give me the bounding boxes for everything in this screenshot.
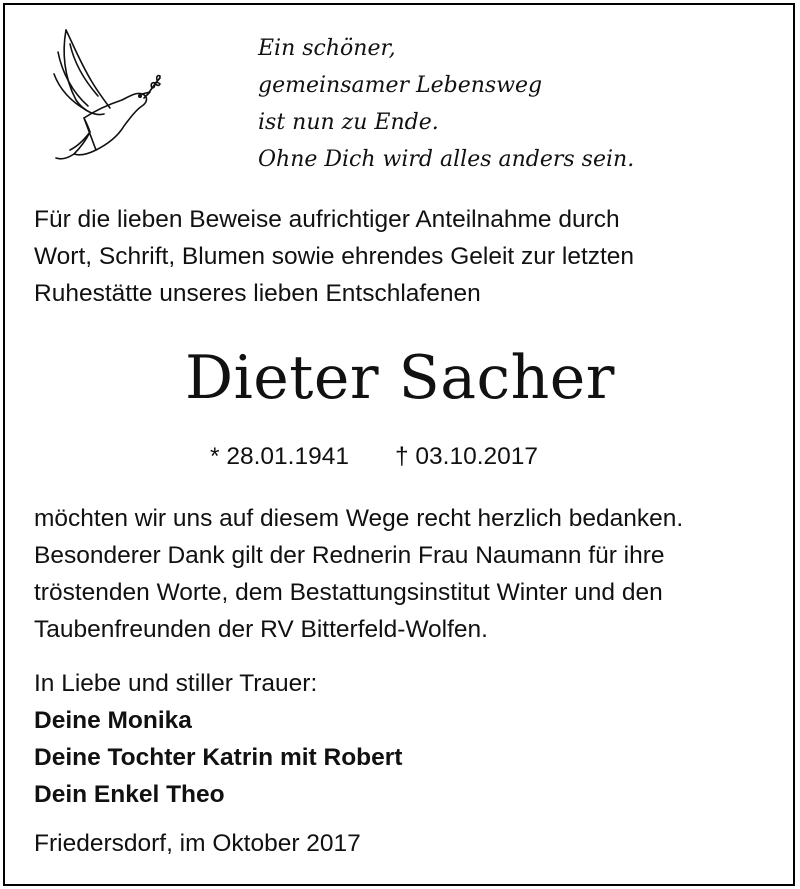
poem-line: Ohne Dich wird alles anders sein. (258, 147, 635, 172)
mourner-name: Deine Tochter Katrin mit Robert (34, 744, 403, 771)
intro-line: Ruhestätte unseres lieben Entschlafenen (34, 280, 481, 307)
place-date: Friedersdorf, im Oktober 2017 (34, 830, 361, 857)
intro-line: Für die lieben Beweise aufrichtiger Anteilnahme durch (34, 206, 620, 233)
mourner-name: Deine Monika (34, 707, 192, 734)
poem (258, 30, 634, 178)
poem-line: ist nun zu Ende. (258, 110, 439, 135)
thanks-line: Besonderer Dank gilt der Rednerin Frau Naumann für ihre (34, 542, 665, 569)
thanks-paragraph (34, 500, 683, 648)
signature-block (34, 665, 402, 813)
mourner-name: Dein Enkel Theo (34, 781, 225, 808)
thanks-line: tröstenden Worte, dem Bestattungsinstitut Winter und den (34, 579, 663, 606)
signature-intro: In Liebe und stiller Trauer: (34, 670, 318, 697)
thanks-line: Taubenfreunden der RV Bitterfeld-Wolfen. (34, 616, 488, 643)
thanks-line: möchten wir uns auf diesem Wege recht herzlich bedanken. (34, 505, 684, 532)
poem-line: gemeinsamer Lebensweg (258, 73, 543, 98)
deceased-name: Dieter Sacher (185, 343, 615, 413)
intro-paragraph (34, 201, 634, 312)
death-date: † 03.10.2017 (394, 443, 539, 470)
dove-icon (44, 22, 164, 162)
poem-line: Ein schöner, (258, 36, 396, 61)
intro-line: Wort, Schrift, Blumen sowie ehrendes Geleit zur letzten (34, 243, 635, 270)
birth-date: * 28.01.1941 (210, 443, 349, 470)
life-dates (210, 438, 538, 475)
